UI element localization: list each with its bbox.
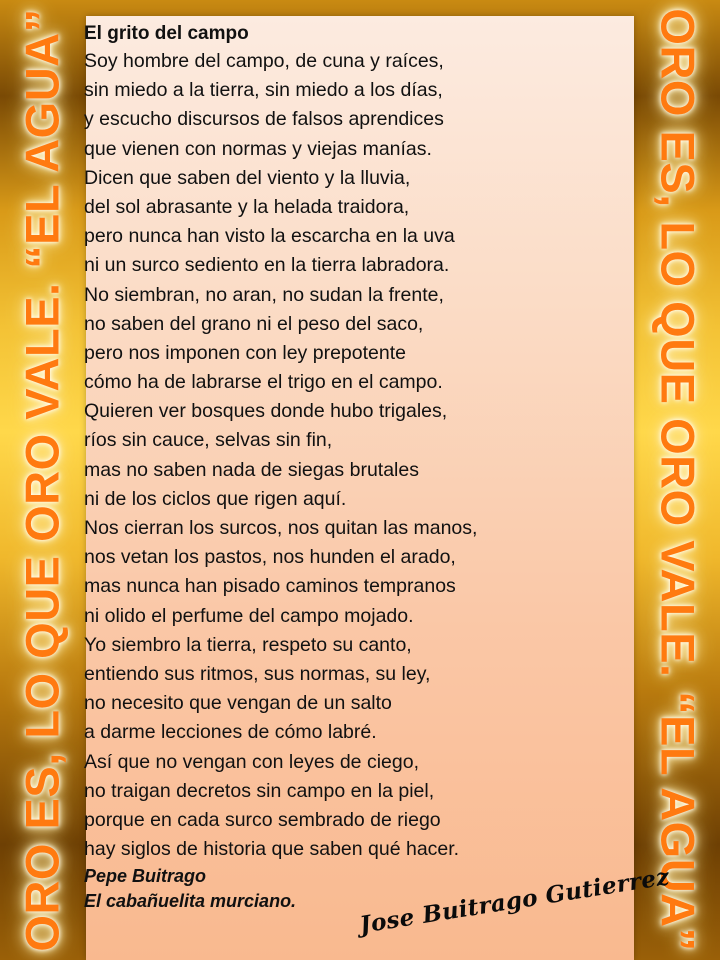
author-alias: El cabañuelita murciano. (84, 891, 297, 912)
poem-line: hay siglos de historia que saben qué hacer. (84, 838, 460, 861)
right-banner-text: ORO ES, LO QUE ORO VALE. “EL AGUA” (651, 8, 705, 952)
right-banner (636, 0, 720, 960)
poem-line: Soy hombre del campo, de cuna y raíces, (84, 50, 444, 72)
poem-line: a darme lecciones de cómo labré. (84, 721, 377, 744)
poem-line: del sol abrasante y la helada traidora, (84, 195, 410, 218)
poem-line: no traigan decretos sin campo en la piel, (84, 779, 435, 802)
poem-line: ni de los ciclos que rigen aquí. (84, 487, 347, 510)
poem-line: Así que no vengan con leyes de ciego, (84, 750, 419, 773)
poem-line: sin miedo a la tierra, sin miedo a los días, (84, 79, 443, 102)
poem-line: mas no saben nada de siegas brutales (84, 458, 419, 481)
poem-line: ríos sin cauce, selvas sin fin, (84, 429, 333, 452)
poem-line: porque en cada surco sembrado de riego (84, 808, 441, 831)
poem-line: entiendo sus ritmos, sus normas, su ley, (84, 662, 431, 685)
poem (84, 24, 544, 914)
poem-line: mas nunca han pisado caminos tempranos (84, 575, 456, 598)
poem-line: que vienen con normas y viejas manías. (84, 137, 432, 160)
poem-line: pero nos imponen con ley prepotente (84, 341, 406, 364)
poem-line: Quieren ver bosques donde hubo trigales, (84, 400, 448, 423)
poem-line: Dicen que saben del viento y la lluvia, (84, 166, 411, 189)
signature: Jose Buitrago Gutierrez (357, 863, 672, 939)
poem-line: no necesito que vengan de un salto (84, 692, 392, 715)
left-banner-text: ORO ES, LO QUE ORO VALE. “EL AGUA” (15, 8, 69, 952)
poem-line: ni un surco sediento en la tierra labradora. (84, 254, 450, 277)
poem-line: no saben del grano ni el peso del saco, (84, 312, 424, 335)
poem-line: No siembran, no aran, no sudan la frente, (84, 283, 444, 306)
poem-line: y escucho discursos de falsos aprendices (84, 108, 444, 131)
poem-line: Nos cierran los surcos, nos quitan las manos, (84, 517, 478, 539)
poem-line: pero nunca han visto la escarcha en la uva (84, 225, 455, 248)
author-name: Pepe Buitrago (84, 866, 207, 887)
poem-line: Yo siembro la tierra, respeto su canto, (84, 633, 412, 656)
poem-line: nos vetan los pastos, nos hunden el arado, (84, 546, 456, 569)
poem-line: cómo ha de labrarse el trigo en el campo. (84, 371, 443, 394)
poem-title: El grito del campo (84, 23, 249, 44)
left-banner (0, 0, 84, 960)
poem-line: ni olido el perfume del campo mojado. (84, 604, 414, 627)
